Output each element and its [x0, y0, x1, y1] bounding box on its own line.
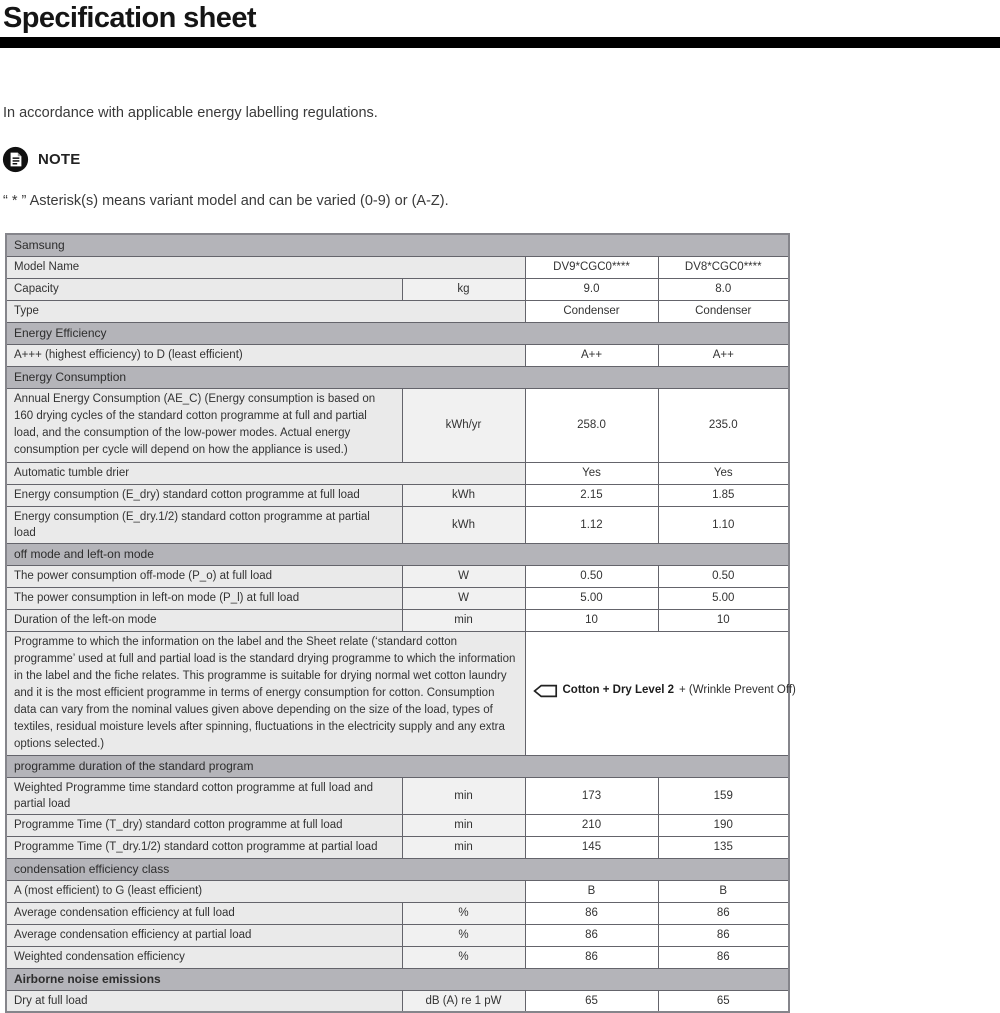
value-cell: 258.0	[525, 388, 658, 462]
unit-cell: kg	[402, 278, 525, 300]
page-title: Specification sheet	[3, 2, 256, 34]
row-label-cell: The power consumption off-mode (P_o) at full load	[6, 565, 402, 587]
programme-description-cell: Programme to which the information on the label and the Sheet relate (‘standard cotton programme’ used at full and partial load is the standard drying programme to which the information in the label and the fiche relates. This programme is suitable for drying normal wet cotton laundry and it is the most efficient programme in terms of energy consumption for cotton. Consumption data can vary from the nominal values given above depending on the size of the load, types of textiles, residual moisture levels after spinning, fluctuations in the electricity supply and any extra options selected.)	[6, 631, 525, 755]
note-heading	[2, 146, 1000, 173]
table-row	[6, 946, 789, 968]
value-cell: Condenser	[525, 300, 658, 322]
value-cell: 210	[525, 814, 658, 836]
section-header-cell: Airborne noise emissions	[6, 968, 789, 990]
value-cell: DV9*CGC0****	[525, 256, 658, 278]
table-row	[6, 300, 789, 322]
section-header-cell: Energy Efficiency	[6, 322, 789, 344]
row-label-cell: A (most efficient) to G (least efficient)	[6, 880, 525, 902]
table-row	[6, 880, 789, 902]
intro-text: In accordance with applicable energy labelling regulations.	[3, 105, 378, 121]
row-label-cell: Dry at full load	[6, 990, 402, 1012]
value-cell: 190	[658, 814, 789, 836]
table-row	[6, 858, 789, 880]
row-label-cell: Type	[6, 300, 525, 322]
row-label-cell: Energy consumption (E_dry) standard cotton programme at full load	[6, 484, 402, 506]
value-cell: Condenser	[658, 300, 789, 322]
value-cell: DV8*CGC0****	[658, 256, 789, 278]
table-row	[6, 902, 789, 924]
row-label-cell: Weighted Programme time standard cotton programme at full load and partial load	[6, 777, 402, 814]
value-cell: Yes	[658, 462, 789, 484]
value-cell: A++	[658, 344, 789, 366]
table-row	[6, 344, 789, 366]
value-cell: 8.0	[658, 278, 789, 300]
table-row	[6, 631, 789, 755]
value-cell: 86	[525, 924, 658, 946]
table-row	[6, 565, 789, 587]
value-cell: 65	[658, 990, 789, 1012]
value-cell: 135	[658, 836, 789, 858]
programme-options: + (Wrinkle Prevent Off)	[679, 684, 796, 697]
section-header-cell: condensation efficiency class	[6, 858, 789, 880]
programme-value-cell	[525, 631, 796, 755]
section-header-cell: Samsung	[6, 234, 789, 256]
unit-cell: kWh	[402, 506, 525, 543]
row-label-cell: The power consumption in left-on mode (P_l) at full load	[6, 587, 402, 609]
value-cell: B	[658, 880, 789, 902]
table-row	[6, 506, 789, 543]
unit-cell: dB (A) re 1 pW	[402, 990, 525, 1012]
table-row	[6, 366, 789, 388]
row-label-cell: A+++ (highest efficiency) to D (least efficient)	[6, 344, 525, 366]
table-row	[6, 968, 789, 990]
table-row	[6, 924, 789, 946]
row-label-cell: Annual Energy Consumption (AE_C) (Energy consumption is based on 160 drying cycles of the standard cotton programme at full and partial load, and the consumption of the low-power modes. Actual energy consumption per cycle will depend on how the appliance is used.)	[6, 388, 402, 462]
row-label-cell: Duration of the left-on mode	[6, 609, 402, 631]
table-row	[6, 543, 789, 565]
table-row	[6, 278, 789, 300]
value-cell: 1.85	[658, 484, 789, 506]
unit-cell: %	[402, 946, 525, 968]
programme-name: Cotton + Dry Level 2	[562, 684, 675, 697]
value-cell: 86	[658, 924, 789, 946]
value-cell: 10	[525, 609, 658, 631]
row-label-cell: Programme Time (T_dry.1/2) standard cotton programme at partial load	[6, 836, 402, 858]
row-label-cell: Model Name	[6, 256, 525, 278]
row-label-cell: Automatic tumble drier	[6, 462, 525, 484]
value-cell: 2.15	[525, 484, 658, 506]
unit-cell: %	[402, 902, 525, 924]
unit-cell: min	[402, 814, 525, 836]
value-cell: 0.50	[525, 565, 658, 587]
value-cell: Yes	[525, 462, 658, 484]
unit-cell: W	[402, 565, 525, 587]
row-label-cell: Weighted condensation efficiency	[6, 946, 402, 968]
value-cell: 86	[658, 902, 789, 924]
specification-table	[5, 233, 796, 1013]
unit-cell: W	[402, 587, 525, 609]
value-cell: 9.0	[525, 278, 658, 300]
value-cell: 65	[525, 990, 658, 1012]
table-row	[6, 484, 789, 506]
table-row	[6, 462, 789, 484]
unit-cell: min	[402, 777, 525, 814]
table-row	[6, 256, 789, 278]
row-label-cell: Average condensation efficiency at partial load	[6, 924, 402, 946]
table-row	[6, 755, 789, 777]
value-cell: 5.00	[658, 587, 789, 609]
table-row	[6, 587, 789, 609]
table-row	[6, 836, 789, 858]
row-label-cell: Average condensation efficiency at full load	[6, 902, 402, 924]
value-cell: 0.50	[658, 565, 789, 587]
table-row	[6, 814, 789, 836]
value-cell: 10	[658, 609, 789, 631]
section-header-cell: off mode and left-on mode	[6, 543, 789, 565]
note-document-icon	[2, 146, 29, 173]
section-header-cell: programme duration of the standard program	[6, 755, 789, 777]
table-row	[6, 990, 789, 1012]
value-cell: 1.10	[658, 506, 789, 543]
table-row	[6, 777, 789, 814]
table-row	[6, 234, 789, 256]
row-label-cell: Capacity	[6, 278, 402, 300]
unit-cell: min	[402, 609, 525, 631]
table-row	[6, 609, 789, 631]
section-header-cell: Energy Consumption	[6, 366, 789, 388]
value-cell: A++	[525, 344, 658, 366]
value-cell: 86	[658, 946, 789, 968]
row-label-cell: Programme Time (T_dry) standard cotton programme at full load	[6, 814, 402, 836]
value-cell: 145	[525, 836, 658, 858]
value-cell: 235.0	[658, 388, 789, 462]
table-row	[6, 322, 789, 344]
unit-cell: kWh	[402, 484, 525, 506]
value-cell: B	[525, 880, 658, 902]
value-cell: 173	[525, 777, 658, 814]
title-divider-bar	[0, 37, 1000, 48]
unit-cell: min	[402, 836, 525, 858]
table-row	[6, 388, 789, 462]
unit-cell: kWh/yr	[402, 388, 525, 462]
value-cell: 159	[658, 777, 789, 814]
value-cell: 5.00	[525, 587, 658, 609]
value-cell: 86	[525, 946, 658, 968]
note-label: NOTE	[38, 151, 81, 168]
asterisk-note: “ * ” Asterisk(s) means variant model and can be varied (0-9) or (A-Z).	[3, 193, 449, 209]
unit-cell: %	[402, 924, 525, 946]
row-label-cell: Energy consumption (E_dry.1/2) standard cotton programme at partial load	[6, 506, 402, 543]
cotton-icon	[533, 684, 558, 698]
value-cell: 1.12	[525, 506, 658, 543]
value-cell: 86	[525, 902, 658, 924]
